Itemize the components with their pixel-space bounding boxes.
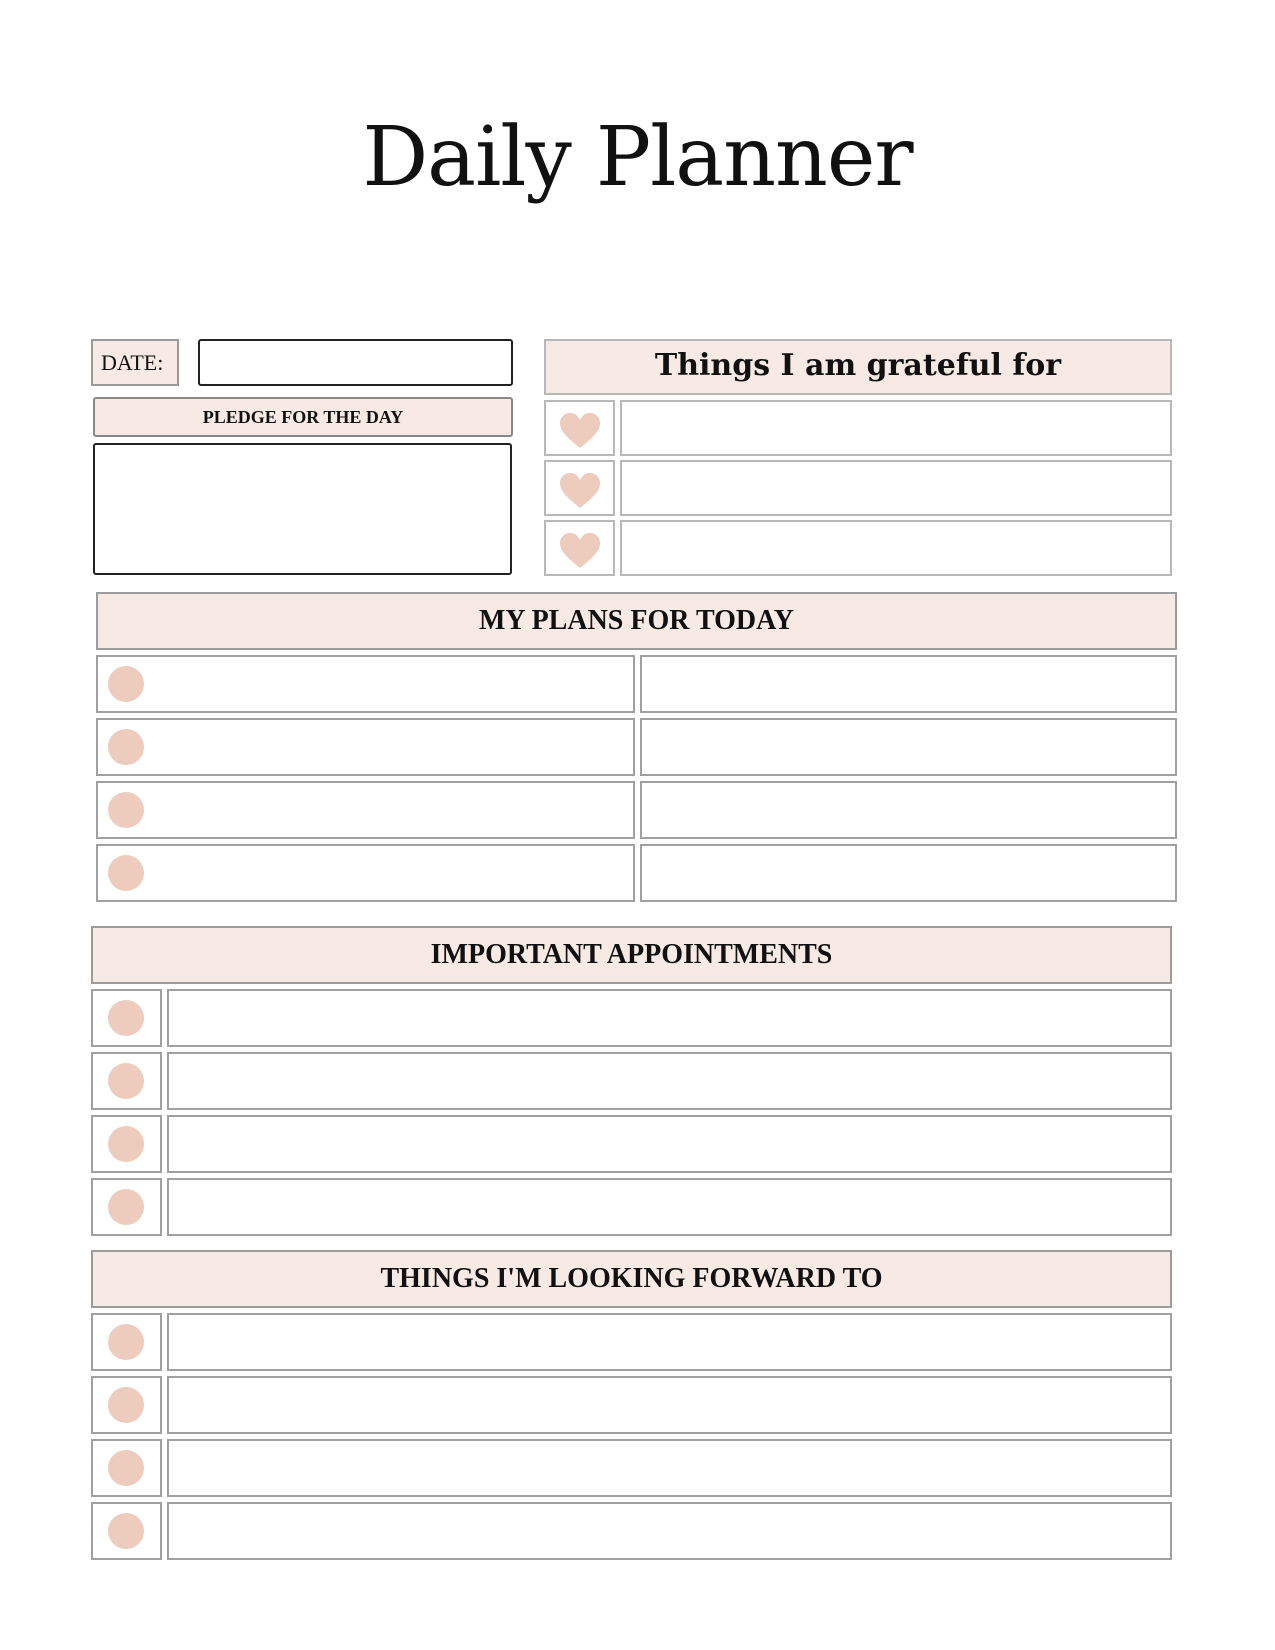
grateful-header: Things I am grateful for <box>544 339 1172 395</box>
looking-forward-bullet-cell <box>91 1439 162 1497</box>
pledge-field[interactable] <box>93 443 512 575</box>
looking-forward-bullet-cell <box>91 1376 162 1434</box>
grateful-heart-cell <box>544 400 615 456</box>
circle-bullet-icon <box>108 855 144 891</box>
plan-item-field[interactable] <box>640 781 1177 839</box>
circle-bullet-icon <box>108 1450 144 1486</box>
appointment-bullet-cell <box>91 1178 162 1236</box>
circle-bullet-icon <box>108 1000 144 1036</box>
looking-forward-field[interactable] <box>167 1313 1172 1371</box>
plan-item-field[interactable] <box>640 655 1177 713</box>
circle-bullet-icon <box>108 1324 144 1360</box>
circle-bullet-icon <box>108 1513 144 1549</box>
appointments-header: IMPORTANT APPOINTMENTS <box>91 926 1172 984</box>
grateful-item-field[interactable] <box>620 460 1172 516</box>
appointment-field[interactable] <box>167 989 1172 1047</box>
heart-icon <box>559 472 601 510</box>
circle-bullet-icon <box>108 1063 144 1099</box>
pledge-label: PLEDGE FOR THE DAY <box>93 397 513 437</box>
appointment-bullet-cell <box>91 1115 162 1173</box>
plan-item-field[interactable] <box>640 844 1177 902</box>
grateful-item-field[interactable] <box>620 520 1172 576</box>
appointment-field[interactable] <box>167 1052 1172 1110</box>
plan-item-field[interactable] <box>96 781 635 839</box>
looking-forward-field[interactable] <box>167 1439 1172 1497</box>
grateful-heart-cell <box>544 460 615 516</box>
circle-bullet-icon <box>108 1126 144 1162</box>
circle-bullet-icon <box>108 666 144 702</box>
looking-forward-bullet-cell <box>91 1502 162 1560</box>
grateful-heart-cell <box>544 520 615 576</box>
looking-forward-header: THINGS I'M LOOKING FORWARD TO <box>91 1250 1172 1308</box>
looking-forward-bullet-cell <box>91 1313 162 1371</box>
grateful-item-field[interactable] <box>620 400 1172 456</box>
appointment-bullet-cell <box>91 1052 162 1110</box>
heart-icon <box>559 412 601 450</box>
circle-bullet-icon <box>108 729 144 765</box>
appointment-bullet-cell <box>91 989 162 1047</box>
page-title: Daily Planner <box>362 110 913 205</box>
plans-header: MY PLANS FOR TODAY <box>96 592 1177 650</box>
looking-forward-field[interactable] <box>167 1502 1172 1560</box>
plan-item-field[interactable] <box>640 718 1177 776</box>
appointment-field[interactable] <box>167 1115 1172 1173</box>
plan-item-field[interactable] <box>96 844 635 902</box>
plan-item-field[interactable] <box>96 655 635 713</box>
circle-bullet-icon <box>108 792 144 828</box>
circle-bullet-icon <box>108 1387 144 1423</box>
circle-bullet-icon <box>108 1189 144 1225</box>
date-field[interactable] <box>198 339 513 386</box>
appointment-field[interactable] <box>167 1178 1172 1236</box>
date-label: DATE: <box>91 339 179 386</box>
looking-forward-field[interactable] <box>167 1376 1172 1434</box>
heart-icon <box>559 532 601 570</box>
plan-item-field[interactable] <box>96 718 635 776</box>
